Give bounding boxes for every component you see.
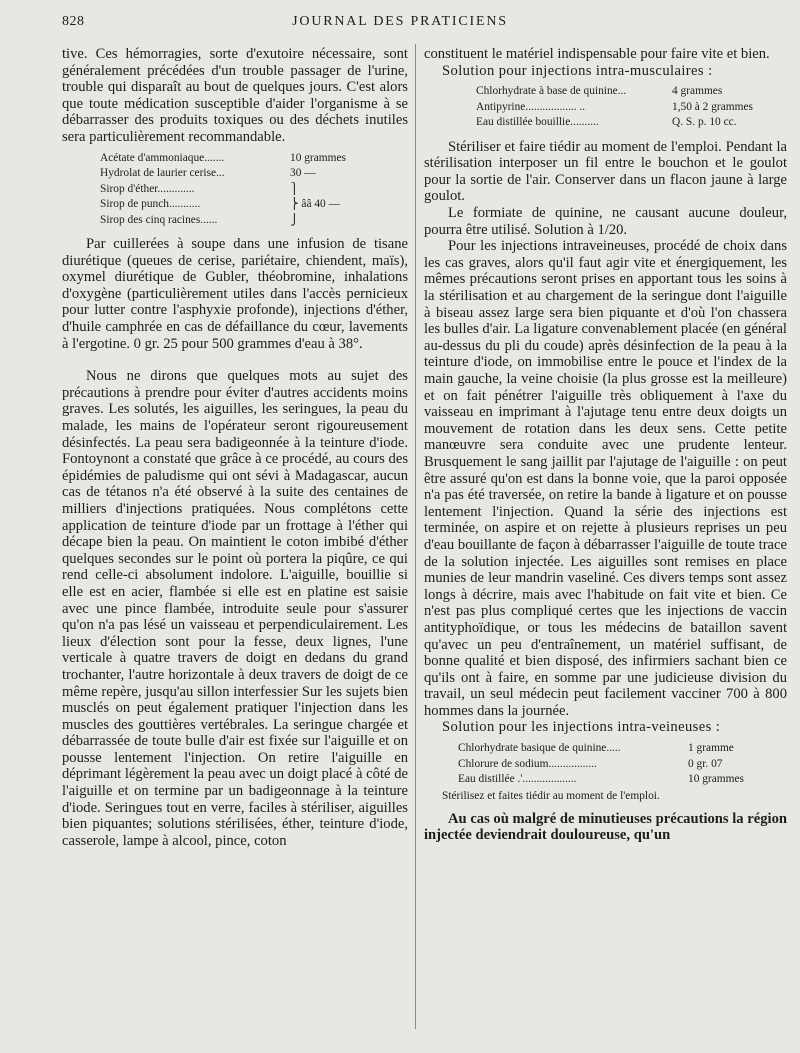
ingredient-dose: ⎫	[290, 182, 299, 195]
section-heading: Solution pour les injections intra-veineuses :	[442, 719, 721, 736]
ingredient-dose: 4 grammes	[672, 85, 723, 98]
column-divider	[415, 44, 416, 1029]
prescription-line	[476, 84, 787, 100]
paragraph-gap	[424, 802, 787, 811]
prescription-line	[100, 166, 408, 182]
paragraph: tive. Ces hémorragies, sorte d'exutoire nécessaire, sont généralement précédées d'un trouble passager de l'urine, trouble qui disparaît au bout de quelques jours. C'est alors que toute médication susceptible d'aider l'organisme à se débarrasser des produits toxiques ou des déchets inutiles sera particulièrement recommandable.	[62, 46, 408, 145]
ingredient-dose: 10 grammes	[290, 151, 346, 164]
ingredient-name: Sirop des cinq racines......	[100, 213, 218, 226]
page-header	[0, 11, 800, 33]
prescription-line	[100, 213, 408, 229]
prescription-line	[458, 757, 787, 773]
paragraph: Au cas où malgré de minutieuses précautions la région injectée deviendrait douloureuse, qu'un	[424, 810, 787, 844]
paragraph-gap	[62, 352, 408, 368]
prescription-line	[100, 182, 408, 198]
ingredient-dose: 10 grammes	[688, 773, 744, 786]
ingredient-dose: Q. S. p. 10 cc.	[672, 116, 737, 129]
ingredient-name: Sirop d'éther.............	[100, 182, 195, 195]
right-column	[424, 46, 787, 844]
ingredient-name: Hydrolat de laurier cerise...	[100, 167, 225, 180]
ingredient-name: Antipyrine.................. ..	[476, 100, 586, 113]
prescription-line	[476, 100, 787, 116]
prescription-note: Stérilisez et faites tiédir au moment de l'emploi.	[442, 789, 660, 802]
paragraph: Le formiate de quinine, ne causant aucune douleur, pourra être utilisé. Solution à 1/20.	[424, 205, 787, 238]
prescription-line	[476, 115, 787, 131]
paragraph: Pour les injections intraveineuses, procédé de choix dans les cas graves, alors qu'il faut agir vite et énergiquement, les mêmes précautions seront prises en apportant tous les soins à la stérilisation et au chargement de la seringue dont l'aiguille à biseau assez large sera bien piquante et d'où l'on chassera les bulles d'air. La ligature convenablement placée (en général au-dessus du pli du coude) après désinfection de la peau à la teinture d'iode, on immobilise entre le pouce et l'index de la main gauche, la veine choisie (la plus grosse est la meilleure) et on fait pénétrer l'aiguille très obliquement à l'axe du vaisseau en imprimant à l'ajutage tenu entre deux doigts un mouvement de rotation dans les deux sens. Cette petite manœuvre sera conduite avec une prudente lenteur. Brusquement le sang jaillit par l'ajutage de l'aiguille : on peut être assuré qu'on est dans la bonne voie, que la paroi opposée n'a pas été traversée, on retire la bande à ligature et on pousse lentement l'injection. Quand la série des injections est terminée, on aspire et on rejette à plusieurs reprises un peu d'eau bouillante de façon à débarrasser l'aiguille de toute trace de la solution injectée. Les aiguilles sont remises en place munies de leur mandrin vaseliné. Ces divers temps sont assez longs à décrire, mais avec l'habitude on fait vite et bien. Ce n'est pas plus compliqué certes que les injections de vaccin antityphoïdique, or tous les médecins de bataillon savent qu'avec un peu d'entraînement, un matériel suffisant, de bonne qualité et bien disposé, des infirmiers sachant bien ce qu'ils ont à faire, en somme par une judicieuse division du travail, un seul médecin peut facilement vacciner 700 à 800 hommes dans la journée.	[424, 238, 787, 719]
paragraph: Par cuillerées à soupe dans une infusion de tisane diurétique (queues de cerise, pariétaire, chiendent, maïs), oxymel diurétique de Gubler, théobromine, inhalations d'oxygène (particulièrement utiles dans l'accès pernicieux pour lutter contre l'asphyxie profonde), injections d'éther, d'huile camphrée en cas de défaillance du cœur, lavements à l'ergotine. 0 gr. 25 pour 500 grammes d'eau à 38°.	[62, 236, 408, 352]
prescription-line	[458, 741, 787, 757]
ingredient-dose: 0 gr. 07	[688, 757, 723, 770]
ingredient-name: Eau distillée bouillie..........	[476, 116, 599, 129]
ingredient-name: Chlorure de sodium.................	[458, 757, 597, 770]
ingredient-name: Chlorhydrate à base de quinine...	[476, 85, 627, 98]
prescription-list	[62, 151, 408, 229]
section-heading: Solution pour injections intra-musculaires :	[442, 62, 713, 79]
ingredient-dose: ⎬ ââ 40 —	[290, 198, 340, 211]
ingredient-name: Eau distillée .'...................	[458, 773, 577, 786]
page-number: 828	[62, 14, 85, 29]
paragraph: Nous ne dirons que quelques mots au sujet des précautions à prendre pour éviter d'autres accidents moins graves. Les solutés, les aiguilles, les seringues, la peau du malade, les mains de l'opérateur seront rigoureusement désinfectés. La peau sera badigeonnée à la teinture d'iode. Fontoynont a constaté que grâce à ce procédé, au cours des épidémies de paludisme qui ont sévi à Madagascar, aucun cas de tétanos n'a été observé à la suite des centaines de milliers d'injections pratiquées. Nous complétons cette application de teinture d'iode par un frottage à l'éther qui décape bien la peau. On maintient le coton imbibé d'éther quelques secondes sur le point où portera la piqûre, ce qui rend celle-ci absolument indolore. L'aiguille, bouillie si elle est en acier, flambée si elle est en platine est saisie avec une pince flambée, introduite seule pour s'assurer qu'on n'a pas lésé un vaisseau et perpendiculairement. Les lieux d'élection sont pour la fesse, deux lignes, l'une verticale à quatre travers de doigt en dedans du grand trochanter, l'autre horizontale à deux travers de doigt de ce même repère, jusqu'au sillon interfessier Sur les sujets bien musclés on peut également pratiquer l'injection dans les muscles des gouttières vertébrales. La seringue chargée et débarrassée de toute bulle d'air est fixée sur l'aiguille et on pousse lentement l'injection. On retire l'aiguille en déprimant légèrement la peau avec un doigt placé à côté de l'aiguille et on termine par un badigeonnage à la teinture d'iode. Seringues tout en verre, faciles à stériliser, aiguilles bien piquantes; solutions stérilisées, éther, teinture d'iode, casserole, lampe à alcool, pince, coton	[62, 368, 408, 849]
prescription-line	[100, 151, 408, 167]
prescription-list	[424, 741, 787, 788]
ingredient-name: Sirop de punch...........	[100, 198, 201, 211]
ingredient-dose: ⎭	[290, 213, 299, 226]
paragraph: constituent le matériel indispensable pour faire vite et bien.	[424, 46, 770, 62]
journal-title: JOURNAL DES PRATICIENS	[292, 14, 508, 29]
ingredient-dose: 1 gramme	[688, 742, 734, 755]
prescription-line	[458, 772, 787, 788]
prescription-line	[100, 197, 408, 213]
ingredient-dose: 1,50 à 2 grammes	[672, 100, 753, 113]
ingredient-dose: 30 —	[290, 167, 316, 180]
prescription-list	[424, 84, 787, 131]
left-column	[62, 46, 408, 849]
ingredient-name: Chlorhydrate basique de quinine.....	[458, 742, 621, 755]
paragraph: Stériliser et faire tiédir au moment de l'emploi. Pendant la stérilisation interposer un fil entre le bouchon et le goulot pour la sortie de l'air. Conserver dans un flacon jaune à large goulot.	[424, 138, 787, 205]
ingredient-name: Acétate d'ammoniaque.......	[100, 151, 225, 164]
